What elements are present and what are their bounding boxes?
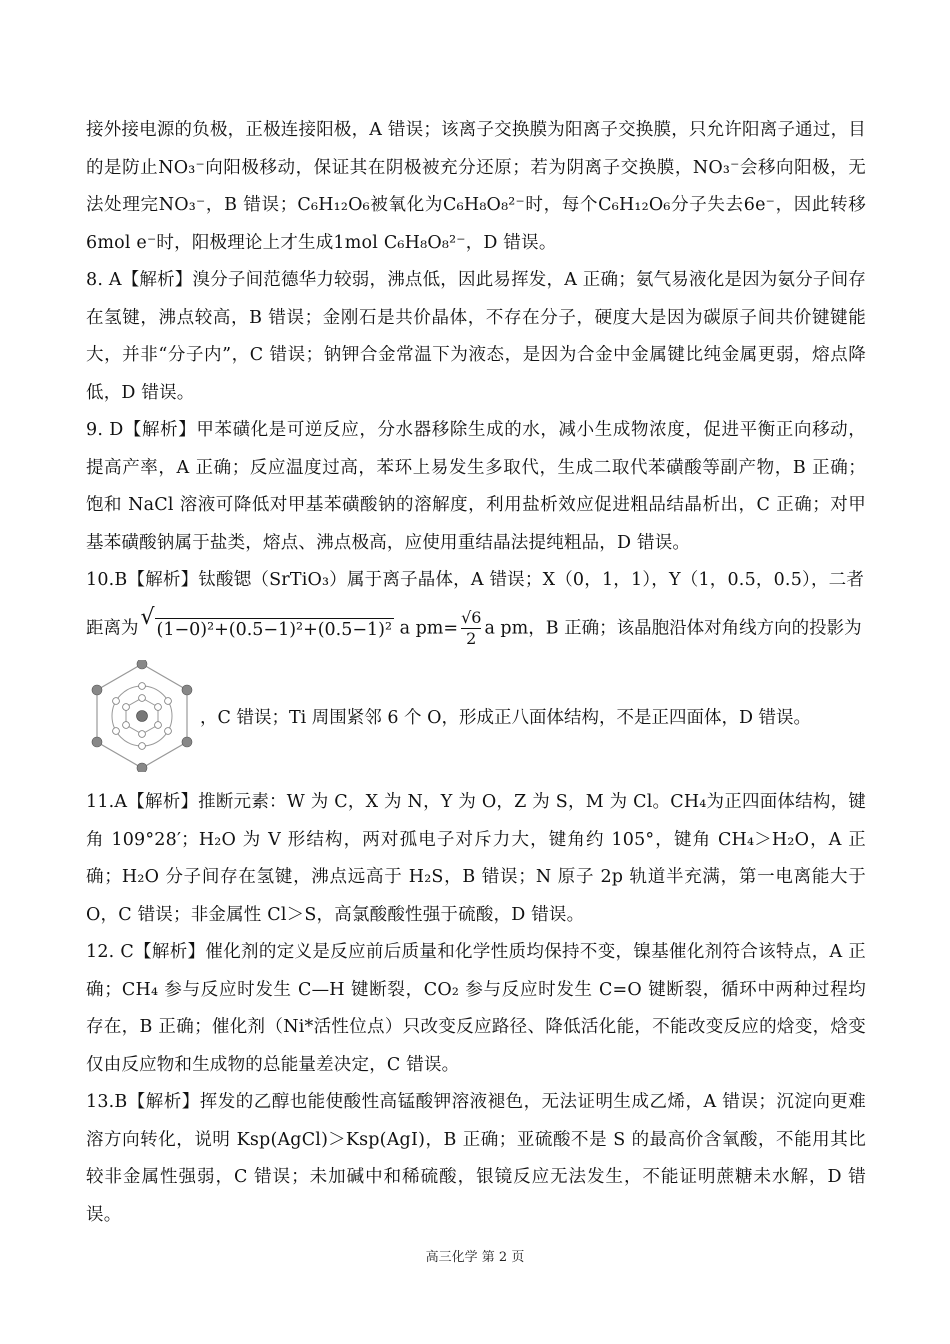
fraction-root6-over-2 — [461, 608, 481, 649]
paragraph-question-7-continued: 接外接电源的负极，正极连接阳极，A 错误；该离子交换膜为阳离子交换膜，只允许阳离子通过，目的是防止NO₃⁻向阳极移动，保证其在阴极被充分还原；若为阴离子交换膜，NO₃⁻会移向阳极，无法处理完NO₃⁻，B 错误；C₆H₁₂O₆被氧化为C₆H₈O₈²⁻时，每个C₆H₁₂O₆分子失去6e⁻，因此转移6mol e⁻时，阳极理论上才生成1mol C₆H₈O₈²⁻，D 错误。 — [86, 120, 866, 253]
paragraph-question-13: 13.B【解析】挥发的乙醇也能使酸性高锰酸钾溶液褪色，无法证明生成乙烯，A 错误；沉淀向更难溶方向转化，说明 Ksp(AgCl)＞Ksp(AgI)，B 正确；亚硫酸不是 S 的最高价含氧酸，不能用其比较非金属性强弱，C 错误；未加碱中和稀硫酸，银镜反应无法发生，不能证明蔗糖未水解，D 错误。 — [86, 1092, 866, 1225]
body-diagonal-projection-diagram — [86, 660, 198, 772]
distance-prefix: 距离为 — [86, 618, 139, 639]
paragraph-question-9: 9. D【解析】甲苯磺化是可逆反应，分水器移除生成的水，减小生成物浓度，促进平衡正向移动，提高产率，A 正确；反应温度过高，苯环上易发生多取代，生成二取代苯磺酸等副产物，B 正确；饱和 NaCl 溶液可降低对甲基苯磺酸钠的溶解度，利用盐析效应促进粗品结晶析出，C 正确；对甲基苯磺酸钠属于盐类，熔点、沸点极高，应使用重结晶法提纯粗品，D 错误。 — [86, 420, 866, 553]
fraction-denominator: 2 — [466, 629, 477, 648]
paragraph-question-10-line1: 10.B【解析】钛酸锶（SrTiO₃）属于离子晶体，A 错误；X（0，1，1），Y（1，0.5，0.5），二者 — [86, 570, 865, 590]
paragraph-question-11: 11.A【解析】推断元素：W 为 C，X 为 N，Y 为 O，Z 为 S，M 为 Cl。CH₄为正四面体结构，键角 109°28′；H₂O 为 V 形结构，两对孤电子对斥力大，键角约 105°，键角 CH₄＞H₂O，A 正确；H₂O 分子间存在氢键，沸点远高于 H₂S，B 错误；N 原子 2p 轨道半充满，第一电离能大于 O，C 错误；非金属性 Cl＞S，高氯酸酸性强于硫酸，D 错误。 — [86, 792, 866, 925]
paragraph-question-10-after-image: ，C 错误；Ti 周围紧邻 6 个 O，形成正八面体结构，不是正四面体，D 错误。 — [200, 708, 812, 728]
paragraph-question-12: 12. C【解析】催化剂的定义是反应前后质量和化学性质均保持不变，镍基催化剂符合该特点，A 正确；CH₄ 参与反应时发生 C—H 键断裂，CO₂ 参与反应时发生 C=O 键断裂，循环中两种过程均存在，B 正确；催化剂（Ni*活性位点）只改变反应路径、降低活化能，不能改变反应的焓变，焓变仅由反应物和生成物的总能量差决定，C 错误。 — [86, 942, 866, 1075]
distance-suffix: a pm，B 正确；该晶胞沿体对角线方向的投影为 — [484, 618, 862, 639]
distance-mid: a pm= — [394, 618, 459, 639]
fraction-numerator: √6 — [461, 608, 482, 627]
sqrt-radicand: (1−0)²+(0.5−1)²+(0.5−1)² — [156, 619, 393, 640]
square-root-expression: √ (1−0)²+(0.5−1)²+(0.5−1)² — [140, 604, 393, 640]
page-footer: 高三化学 第 2 页 — [425, 1250, 525, 1265]
distance-formula-line — [86, 604, 886, 648]
paragraph-question-8: 8. A【解析】溴分子间范德华力较弱，沸点低，因此易挥发，A 正确；氨气易液化是因为氨分子间存在氢键，沸点较高，B 错误；金刚石是共价晶体，不存在分子，硬度大是因为碳原子间共价键键能大，并非“分子内”，C 错误；钠钾合金常温下为液态，是因为合金中金属键比纯金属更弱，熔点降低，D 错误。 — [86, 270, 866, 403]
